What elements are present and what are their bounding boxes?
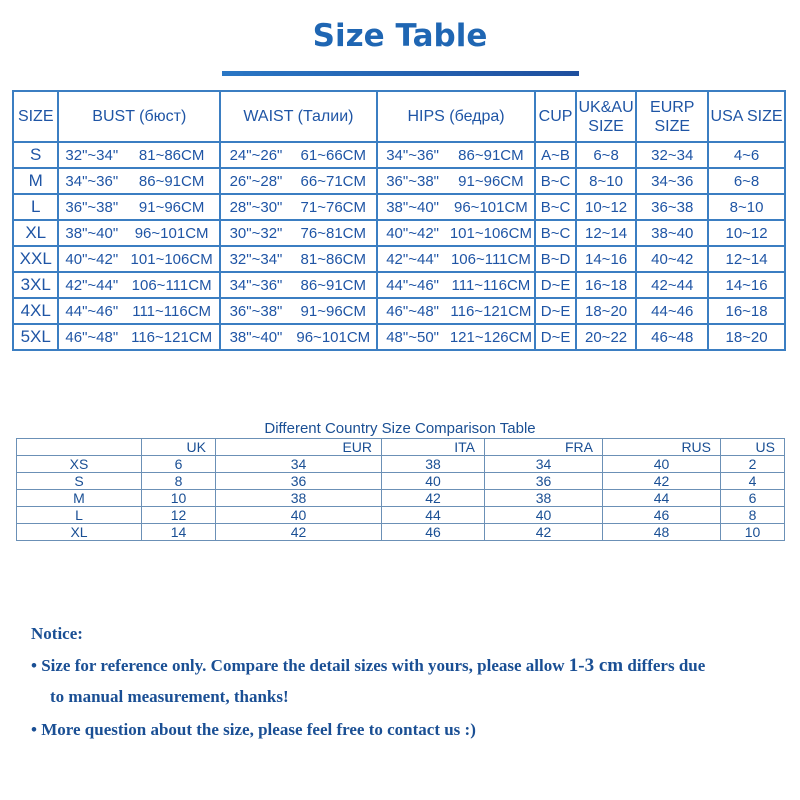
bust-header: BUST (бюст) <box>58 91 220 142</box>
size-cell-usa: 4~6 <box>708 142 785 168</box>
size-cell-ukau: 20~22 <box>576 324 637 350</box>
comparison-cell-size: M <box>17 490 142 507</box>
size-cell-hips-cm: 96~101CM <box>447 194 535 220</box>
comparison-cell-us: 6 <box>721 490 785 507</box>
size-cell-bust-in: 32"~34" <box>58 142 124 168</box>
size-cell-hips-cm: 106~111CM <box>447 246 535 272</box>
size-cell-eurp: 46~48 <box>636 324 708 350</box>
title-underline <box>222 71 579 76</box>
size-cell-hips-in: 40"~42" <box>377 220 448 246</box>
rus-header: RUS <box>603 439 721 456</box>
size-cell-usa: 16~18 <box>708 298 785 324</box>
size-cell-cup: D~E <box>535 324 575 350</box>
size-cell-waist-cm: 86~91CM <box>291 272 377 298</box>
comparison-cell-uk: 14 <box>142 524 216 541</box>
comparison-table <box>16 438 785 541</box>
size-cell-hips-in: 44"~46" <box>377 272 448 298</box>
comparison-cell-uk: 10 <box>142 490 216 507</box>
size-cell-usa: 12~14 <box>708 246 785 272</box>
size-row <box>13 220 785 246</box>
size-cell-bust-cm: 81~86CM <box>124 142 220 168</box>
usa-header: USA SIZE <box>708 91 785 142</box>
size-cell-size: S <box>13 142 58 168</box>
size-table <box>12 90 786 351</box>
size-row <box>13 194 785 220</box>
size-cell-cup: D~E <box>535 272 575 298</box>
comparison-cell-ita: 46 <box>382 524 485 541</box>
size-row <box>13 142 785 168</box>
size-cell-hips-in: 36"~38" <box>377 168 448 194</box>
size-cell-size: L <box>13 194 58 220</box>
notice-bullet-1-text: • Size for reference only. Compare the detail sizes with yours, please allow <box>31 656 569 675</box>
comparison-cell-eur: 42 <box>216 524 382 541</box>
comparison-cell-us: 2 <box>721 456 785 473</box>
size-cell-ukau: 18~20 <box>576 298 637 324</box>
size-cell-eurp: 34~36 <box>636 168 708 194</box>
size-cell-usa: 10~12 <box>708 220 785 246</box>
cup-header: CUP <box>535 91 575 142</box>
comparison-cell-eur: 34 <box>216 456 382 473</box>
us-header: US <box>721 439 785 456</box>
comparison-cell-ita: 38 <box>382 456 485 473</box>
comparison-row <box>17 524 785 541</box>
size-cell-hips-cm: 111~116CM <box>447 272 535 298</box>
size-cell-bust-cm: 91~96CM <box>124 194 220 220</box>
size-row <box>13 272 785 298</box>
comparison-cell-fra: 36 <box>485 473 603 490</box>
size-cell-waist-cm: 61~66CM <box>291 142 377 168</box>
size-cell-bust-cm: 86~91CM <box>124 168 220 194</box>
comparison-row <box>17 473 785 490</box>
size-cell-ukau: 16~18 <box>576 272 637 298</box>
size-cell-bust-cm: 101~106CM <box>124 246 220 272</box>
size-cell-waist-in: 36"~38" <box>220 298 291 324</box>
size-cell-cup: D~E <box>535 298 575 324</box>
size-cell-waist-in: 34"~36" <box>220 272 291 298</box>
size-cell-cup: B~D <box>535 246 575 272</box>
notice-heading: Notice: <box>31 624 83 643</box>
size-cell-eurp: 44~46 <box>636 298 708 324</box>
comparison-cell-ita: 42 <box>382 490 485 507</box>
size-cell-ukau: 12~14 <box>576 220 637 246</box>
size-cell-hips-cm: 101~106CM <box>447 220 535 246</box>
comparison-cell-us: 4 <box>721 473 785 490</box>
size-cell-bust-in: 46"~48" <box>58 324 124 350</box>
notice-bullet-2: • More question about the size, please feel free to contact us :) <box>31 720 476 739</box>
size-cell-bust-in: 40"~42" <box>58 246 124 272</box>
comparison-cell-us: 8 <box>721 507 785 524</box>
comparison-table-caption: Different Country Size Comparison Table <box>264 420 536 437</box>
size-cell-waist-cm: 81~86CM <box>291 246 377 272</box>
size-cell-size: XL <box>13 220 58 246</box>
hips-header: HIPS (бедра) <box>377 91 536 142</box>
comparison-cell-rus: 42 <box>603 473 721 490</box>
size-table-header-row <box>13 91 785 142</box>
comparison-cell-uk: 8 <box>142 473 216 490</box>
size-cell-hips-cm: 91~96CM <box>447 168 535 194</box>
size-cell-size: 5XL <box>13 324 58 350</box>
size-cell-bust-in: 34"~36" <box>58 168 124 194</box>
size-row <box>13 324 785 350</box>
comparison-row <box>17 490 785 507</box>
size-cell-waist-in: 26"~28" <box>220 168 291 194</box>
comparison-cell-eur: 40 <box>216 507 382 524</box>
comparison-cell-rus: 46 <box>603 507 721 524</box>
size-cell-size: M <box>13 168 58 194</box>
size-cell-waist-cm: 66~71CM <box>291 168 377 194</box>
comparison-cell-fra: 40 <box>485 507 603 524</box>
notice-bullet-1 <box>31 655 705 677</box>
size-cell-hips-in: 42"~44" <box>377 246 448 272</box>
comparison-cell-size: S <box>17 473 142 490</box>
size-cell-waist-in: 24"~26" <box>220 142 291 168</box>
size-cell-eurp: 38~40 <box>636 220 708 246</box>
size-cell-waist-in: 28"~30" <box>220 194 291 220</box>
size-cell-waist-cm: 71~76CM <box>291 194 377 220</box>
size-cell-cup: B~C <box>535 220 575 246</box>
size-header: SIZE <box>13 91 58 142</box>
notice-bullet-1-end: differs due <box>623 656 706 675</box>
page-title: Size Table <box>312 18 488 54</box>
comparison-corner-cell <box>17 439 142 456</box>
size-cell-waist-in: 38"~40" <box>220 324 291 350</box>
comparison-cell-rus: 48 <box>603 524 721 541</box>
comparison-cell-rus: 40 <box>603 456 721 473</box>
size-cell-bust-cm: 96~101CM <box>124 220 220 246</box>
comparison-cell-fra: 38 <box>485 490 603 507</box>
size-cell-bust-in: 42"~44" <box>58 272 124 298</box>
size-cell-hips-cm: 121~126CM <box>447 324 535 350</box>
notice-bullet-1-range: 1-3 cm <box>568 655 624 676</box>
comparison-cell-fra: 42 <box>485 524 603 541</box>
comparison-cell-eur: 36 <box>216 473 382 490</box>
size-cell-waist-cm: 76~81CM <box>291 220 377 246</box>
comparison-cell-ita: 40 <box>382 473 485 490</box>
size-cell-bust-cm: 116~121CM <box>124 324 220 350</box>
comparison-cell-size: XL <box>17 524 142 541</box>
comparison-cell-rus: 44 <box>603 490 721 507</box>
size-cell-eurp: 36~38 <box>636 194 708 220</box>
eurp-header-line1: EURP <box>650 98 695 116</box>
size-cell-cup: B~C <box>535 168 575 194</box>
size-cell-cup: A~B <box>535 142 575 168</box>
comparison-row <box>17 507 785 524</box>
comparison-cell-uk: 6 <box>142 456 216 473</box>
size-cell-ukau: 14~16 <box>576 246 637 272</box>
size-cell-usa: 6~8 <box>708 168 785 194</box>
size-cell-hips-in: 48"~50" <box>377 324 448 350</box>
size-cell-eurp: 42~44 <box>636 272 708 298</box>
size-cell-usa: 18~20 <box>708 324 785 350</box>
ita-header: ITA <box>382 439 485 456</box>
size-cell-ukau: 10~12 <box>576 194 637 220</box>
size-cell-waist-cm: 91~96CM <box>291 298 377 324</box>
size-cell-eurp: 32~34 <box>636 142 708 168</box>
size-cell-ukau: 8~10 <box>576 168 637 194</box>
size-cell-size: 3XL <box>13 272 58 298</box>
comparison-cell-eur: 38 <box>216 490 382 507</box>
fra-header: FRA <box>485 439 603 456</box>
size-cell-usa: 14~16 <box>708 272 785 298</box>
eur-header: EUR <box>216 439 382 456</box>
size-row <box>13 168 785 194</box>
size-row <box>13 246 785 272</box>
size-cell-bust-in: 44"~46" <box>58 298 124 324</box>
size-cell-hips-in: 34"~36" <box>377 142 448 168</box>
eurp-header-line2: SIZE <box>654 117 691 135</box>
size-cell-hips-cm: 116~121CM <box>447 298 535 324</box>
size-cell-bust-in: 36"~38" <box>58 194 124 220</box>
ukau-header-line1: UK&AU <box>578 98 634 116</box>
eurp-header <box>636 91 708 142</box>
size-cell-hips-cm: 86~91CM <box>447 142 535 168</box>
comparison-row <box>17 456 785 473</box>
size-cell-usa: 8~10 <box>708 194 785 220</box>
comparison-cell-fra: 34 <box>485 456 603 473</box>
size-cell-eurp: 40~42 <box>636 246 708 272</box>
size-cell-bust-cm: 111~116CM <box>124 298 220 324</box>
size-cell-ukau: 6~8 <box>576 142 637 168</box>
comparison-cell-ita: 44 <box>382 507 485 524</box>
size-cell-size: XXL <box>13 246 58 272</box>
comparison-cell-us: 10 <box>721 524 785 541</box>
size-cell-waist-in: 30"~32" <box>220 220 291 246</box>
comparison-cell-size: L <box>17 507 142 524</box>
size-cell-waist-cm: 96~101CM <box>291 324 377 350</box>
size-cell-cup: B~C <box>535 194 575 220</box>
comparison-header-row <box>17 439 785 456</box>
comparison-cell-size: XS <box>17 456 142 473</box>
comparison-cell-uk: 12 <box>142 507 216 524</box>
size-row <box>13 298 785 324</box>
waist-header: WAIST (Талии) <box>220 91 377 142</box>
notice-bullet-1-continued: to manual measurement, thanks! <box>50 687 289 706</box>
size-cell-hips-in: 46"~48" <box>377 298 448 324</box>
uk-header: UK <box>142 439 216 456</box>
size-cell-hips-in: 38"~40" <box>377 194 448 220</box>
ukau-header-line2: SIZE <box>588 117 624 135</box>
size-cell-bust-cm: 106~111CM <box>124 272 220 298</box>
ukau-header <box>576 91 637 142</box>
size-cell-size: 4XL <box>13 298 58 324</box>
size-cell-waist-in: 32"~34" <box>220 246 291 272</box>
size-cell-bust-in: 38"~40" <box>58 220 124 246</box>
